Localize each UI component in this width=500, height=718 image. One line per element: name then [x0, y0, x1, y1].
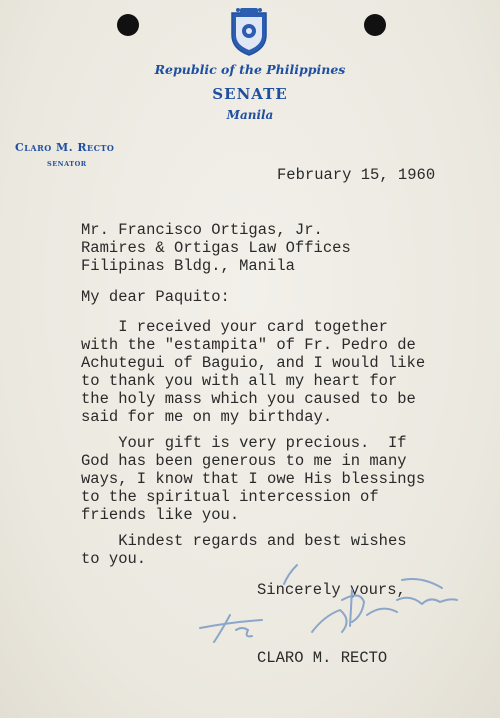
body-line: said for me on my birthday.: [81, 408, 333, 426]
body-line: the holy mass which you caused to be: [81, 390, 416, 408]
address-line: Mr. Francisco Ortigas, Jr.: [81, 221, 323, 239]
sender-title: SENATOR: [47, 160, 87, 168]
closing: Sincerely yours,: [257, 581, 406, 599]
body-line: ways, I know that I owe His blessings: [81, 470, 426, 488]
body-line: Achutegui of Baguio, and I would like: [81, 354, 426, 372]
salutation: My dear Paquito:: [81, 288, 230, 306]
punch-hole-right: [364, 14, 386, 36]
body-line: to thank you with all my heart for: [81, 372, 398, 390]
letterhead-senate: SENATE: [212, 85, 288, 103]
punch-hole-left: [117, 14, 139, 36]
body-line: Your gift is very precious. If: [81, 434, 407, 452]
body-line: friends like you.: [81, 506, 240, 524]
letterhead-city: Manila: [226, 108, 274, 122]
recipient-address: [81, 221, 351, 275]
handwritten-signature: [192, 560, 472, 655]
body-line: to the spiritual intercession of: [81, 488, 379, 506]
body-paragraph: [81, 318, 425, 426]
body-line: God has been generous to me in many: [81, 452, 407, 470]
body-line: with the "estampita" of Fr. Pedro de: [81, 336, 416, 354]
body-line: Kindest regards and best wishes: [81, 532, 407, 550]
senate-seal-icon: [226, 5, 272, 57]
sender-name: Claro M. Recto: [15, 141, 115, 154]
address-line: Ramires & Ortigas Law Offices: [81, 239, 351, 257]
body-line: to you.: [81, 550, 147, 568]
letter-date: February 15, 1960: [277, 166, 436, 184]
body-paragraph: [81, 434, 425, 524]
signatory-name: CLARO M. RECTO: [257, 649, 388, 667]
letterhead-republic: Republic of the Philippines: [154, 62, 346, 77]
body-line: I received your card together: [81, 318, 388, 336]
address-line: Filipinas Bldg., Manila: [81, 257, 295, 275]
